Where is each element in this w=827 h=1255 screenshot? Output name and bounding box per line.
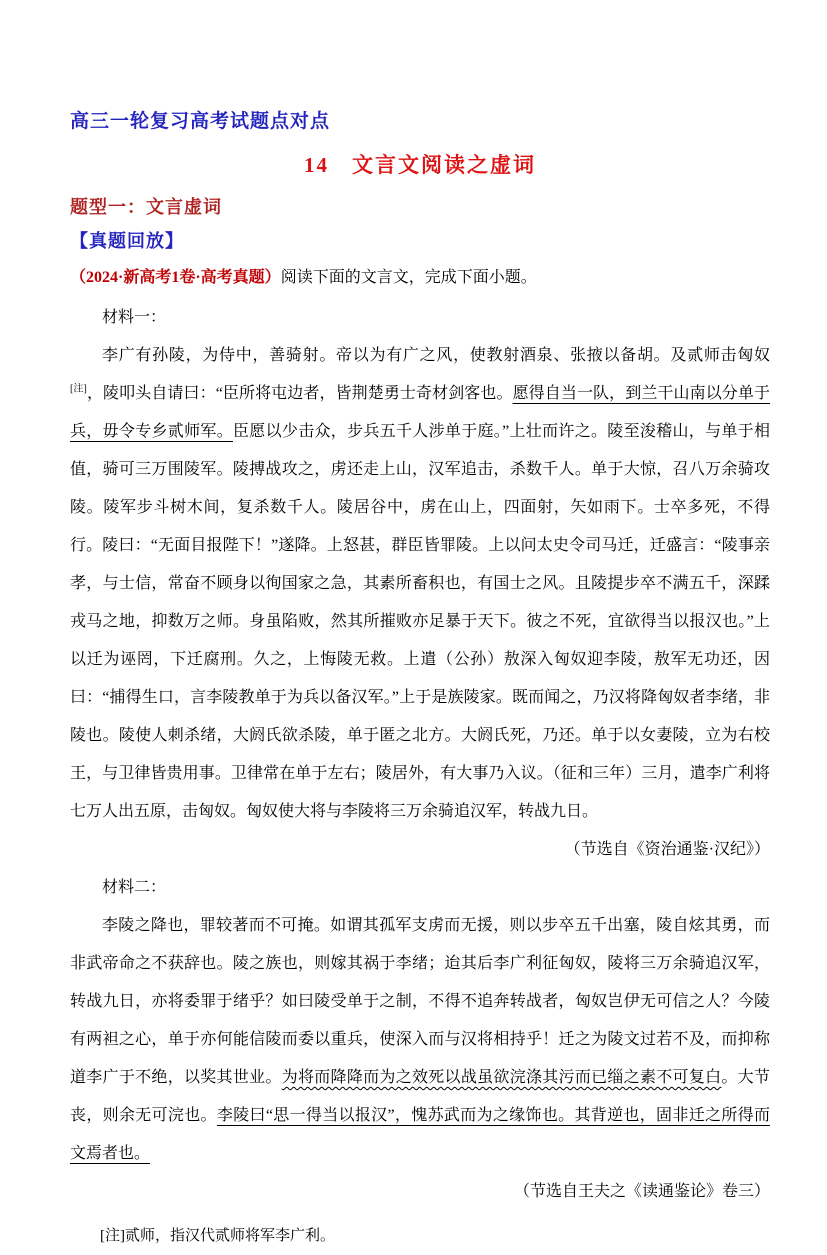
material1-label: 材料一： [102,309,167,326]
material1-paragraph [70,337,770,831]
material2-text-segment: 李陵之降也，罪较著而不可掩。如谓其孤军支虏而无援，则以步卒五千出塞，陵自炫其勇，而非武帝命之不获辞也。陵之族也，则嫁其祸于李绪；迨其后李广利征匈奴，陵将三万余骑追汉军，转战九日，亦将委罪于绪乎？如曰陵受单于之制，不得不追奔转战者，匈奴岂伊无可信之人？今陵有两袒之心，单于亦何能信陵而委以重兵，使深入而与汉将相持乎！迁之为陵文过若不及，而抑称道李广于不绝，以奖其世业。 [70,917,770,1086]
lesson-title: 14 文言文阅读之虚词 [304,153,536,177]
material1-text-segment: 臣愿以少击众，步兵五千人涉单于庭。”上壮而许之。陵至浚稽山，与单于相值，骑可三万围陵军。陵搏战攻之，虏还走上山，汉军追击，杀数千人。单于大惊，召八万余骑攻陵。陵军步斗树木间，复杀数千人。陵居谷中，虏在山上，四面射，矢如雨下。士卒多死，不得行。陵曰：“无面目报陛下！”遂降。上怒甚，群臣皆罪陵。上以问太史令司马迁，迁盛言：“陵事亲孝，与士信，常奋不顾身以徇国家之急，其素所畜积也，有国士之风。且陵提步卒不满五千，深蹂戎马之地，抑数万之师。身虽陷败，然其所摧败亦足暴于天下。彼之不死，宜欲得当以报汉也。”上以迁为诬罔，下迁腐刑。久之，上悔陵无救。上遣（公孙）敖深入匈奴迎李陵，敖军无功还，因曰：“捕得生口，言李陵教单于为兵以备汉军。”上于是族陵家。既而闻之，乃汉将降匈奴者李绪，非陵也。陵使人刺杀绪，大阏氏欲杀陵，单于匿之北方。大阏氏死，乃还。单于以女妻陵，立为右校王，与卫律皆贵用事。卫律常在单于左右；陵居外，有大事乃入议。（征和三年）三月，遣李广利将七万人出五原，击匈奴。匈奴使大将与李陵将三万余骑追汉军，转战九日。 [70,423,770,820]
material2-text-segment: 。大节丧，则余无可浣也。 [70,1069,770,1124]
question-instruction: 阅读下面的文言文，完成下面小题。 [280,269,537,286]
material2-underlined-sentence: 李陵曰“思一得当以报汉”，愧苏武而为之缘饰也。其背逆也，固非迁之所得而文焉者也。 [70,1107,770,1162]
question-intro-line [70,263,770,293]
material1-citation: （节选自《资治通鉴·汉纪》） [564,841,770,858]
section-heading-question-type: 题型一：文言虚词 [70,197,222,217]
material1-text-segment: 李广有孙陵，为侍中，善骑射。帝以为有广之风，使教射酒泉、张掖以备胡。及贰师击匈奴 [102,347,770,364]
material2-paragraph [70,907,770,1173]
question-source-tag: （2024·新高考1卷·高考真题） [70,269,281,286]
material1-text-segment: ，陵叩头自请曰：“臣所将屯边者，皆荆楚勇士奇材剑客也。 [86,385,513,402]
material2-citation: （节选自王夫之《读通鉴论》卷三） [513,1183,770,1200]
material2-label: 材料二： [102,879,167,896]
material2-wavy-underlined-sentence: 为将而降降而为之效死以战虽欲浣涤其污而已缁之素不可复白 [281,1069,722,1086]
footnote-line: [注]贰师，指汉代贰师将军李广利。 [100,1228,335,1244]
material1-underlined-translation-sentence: 愿得自当一队，到兰干山南以分单于兵，毋令专乡贰师军。 [70,385,770,440]
subsection-heading-real-questions: 【真题回放】 [70,231,184,251]
course-header: 高三一轮复习高考试题点对点 [70,111,331,132]
note-reference-superscript: [注] [70,383,87,395]
